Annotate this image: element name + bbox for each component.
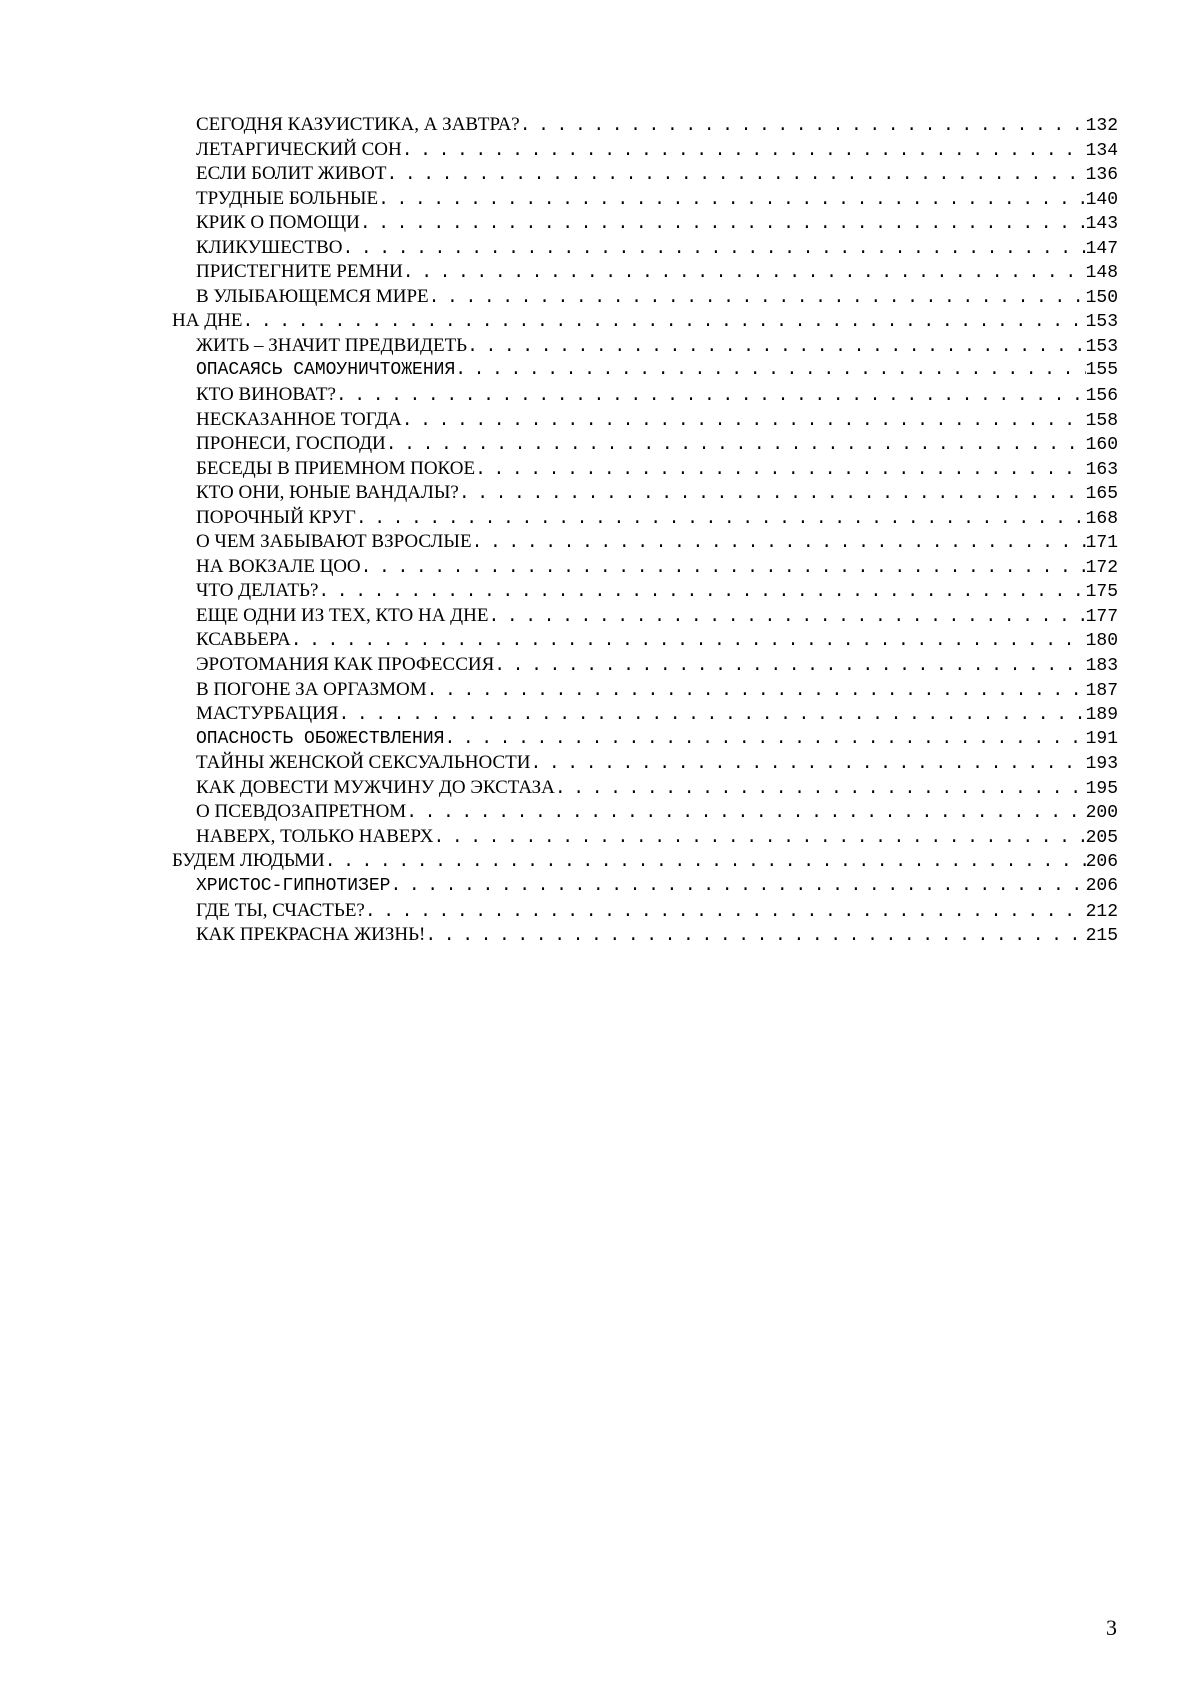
toc-section-entry: [172, 923, 1118, 948]
toc-section-entry: [172, 408, 1118, 433]
table-of-contents: [172, 113, 1118, 948]
toc-entry-page: 193: [1085, 754, 1118, 775]
toc-dot-leader: [494, 654, 1085, 679]
toc-entry-title: ПРОНЕСИ, ГОСПОДИ: [196, 433, 386, 455]
toc-entry-title: КТО ВИНОВАТ?: [196, 384, 336, 406]
toc-entry-title: О ПСЕВДОЗАПРЕТНОМ: [196, 801, 407, 823]
toc-entry-title: ОПАСНОСТЬ ОБОЖЕСТВЛЕНИЯ: [196, 728, 445, 749]
toc-entry-page: 189: [1085, 705, 1118, 726]
toc-section-entry: [172, 236, 1118, 261]
toc-entry-page: 140: [1085, 189, 1118, 210]
toc-entry-page: 206: [1085, 852, 1118, 873]
toc-entry-title: ЛЕТАРГИЧЕСКИЙ СОН: [196, 138, 402, 160]
toc-entry-page: 187: [1085, 680, 1118, 701]
toc-section-entry: [172, 776, 1118, 801]
toc-dot-leader: [291, 629, 1086, 654]
toc-entry-page: 143: [1085, 214, 1118, 235]
toc-dot-leader: [361, 556, 1086, 581]
toc-chapter-entry: [172, 849, 1118, 874]
toc-dot-leader: [390, 874, 1085, 899]
toc-section-entry: [172, 653, 1118, 678]
toc-section-entry: [172, 506, 1118, 531]
toc-dot-leader: [402, 139, 1086, 164]
toc-section-entry: [172, 678, 1118, 703]
toc-section-entry: [172, 579, 1118, 604]
toc-dot-leader: [356, 507, 1086, 532]
toc-entry-title: ЭРОТОМАНИЯ КАК ПРОФЕССИЯ: [196, 654, 495, 676]
toc-dot-leader: [406, 801, 1085, 826]
toc-entry-title: ЧТО ДЕЛАТЬ?: [196, 580, 319, 602]
toc-entry-title: КТО ОНИ, ЮНЫЕ ВАНДАЛЫ?: [196, 482, 459, 504]
toc-entry-title: ХРИСТОС-ГИПНОТИЗЕР: [196, 875, 391, 896]
toc-entry-page: 165: [1085, 484, 1118, 505]
toc-dot-leader: [242, 310, 1085, 335]
toc-entry-title: КАК ПРЕКРАСНА ЖИЗНЬ!: [196, 924, 426, 946]
toc-section-entry: [172, 800, 1118, 825]
toc-dot-leader: [386, 163, 1085, 188]
toc-section-entry: [172, 432, 1118, 457]
toc-entry-title: НАВЕРХ, ТОЛЬКО НАВЕРХ: [196, 825, 434, 847]
toc-dot-leader: [378, 188, 1086, 213]
toc-dot-leader: [429, 286, 1086, 311]
toc-dot-leader: [338, 703, 1085, 728]
toc-section-entry: [172, 702, 1118, 727]
toc-dot-leader: [520, 114, 1086, 139]
toc-entry-title: КСАВЬЕРА: [196, 629, 291, 651]
toc-dot-leader: [403, 261, 1086, 286]
toc-section-entry: [172, 113, 1118, 138]
toc-entry-title: НА ВОКЗАЛЕ ЦОО: [196, 555, 361, 577]
toc-chapter-entry: [172, 309, 1118, 334]
toc-entry-title: КАК ДОВЕСТИ МУЖЧИНУ ДО ЭКСТАЗА: [196, 776, 555, 798]
toc-dot-leader: [467, 335, 1086, 360]
toc-entry-page: 212: [1085, 901, 1118, 922]
toc-entry-title: ПОРОЧНЫЙ КРУГ: [196, 506, 356, 528]
toc-entry-title: ОПАСАЯСЬ САМОУНИЧТОЖЕНИЯ: [196, 360, 456, 381]
toc-entry-title: КРИК О ПОМОЩИ: [196, 212, 360, 234]
toc-entry-title: О ЧЕМ ЗАБЫВАЮТ ВЗРОСЛЫЕ: [196, 531, 472, 553]
toc-entry-page: 148: [1085, 263, 1118, 284]
toc-section-entry: [172, 211, 1118, 236]
toc-entry-page: 206: [1085, 875, 1118, 896]
toc-entry-page: 150: [1085, 287, 1118, 308]
toc-section-entry: [172, 358, 1118, 383]
toc-section-entry: [172, 825, 1118, 850]
toc-entry-page: 153: [1085, 312, 1118, 333]
toc-entry-page: 153: [1085, 336, 1118, 357]
toc-entry-page: 168: [1085, 508, 1118, 529]
toc-entry-page: 156: [1085, 386, 1118, 407]
toc-dot-leader: [360, 212, 1086, 237]
toc-entry-page: 180: [1085, 631, 1118, 652]
page-number: 3: [1106, 1615, 1117, 1640]
toc-entry-page: 195: [1085, 778, 1118, 799]
toc-entry-title: МАСТУРБАЦИЯ: [196, 703, 339, 725]
toc-section-entry: [172, 260, 1118, 285]
toc-section-entry: [172, 162, 1118, 187]
toc-section-entry: [172, 138, 1118, 163]
toc-entry-title: ПРИСТЕГНИТЕ РЕМНИ: [196, 261, 403, 283]
toc-dot-leader: [444, 727, 1085, 752]
toc-entry-page: 155: [1085, 360, 1118, 381]
toc-dot-leader: [488, 605, 1085, 630]
toc-entry-title: ЕСЛИ БОЛИТ ЖИВОТ: [196, 163, 387, 185]
toc-dot-leader: [455, 358, 1085, 383]
toc-entry-page: 177: [1085, 606, 1118, 627]
toc-entry-page: 134: [1085, 140, 1118, 161]
toc-entry-page: 160: [1085, 435, 1118, 456]
toc-dot-leader: [402, 409, 1086, 434]
toc-dot-leader: [555, 777, 1086, 802]
toc-entry-title: СЕГОДНЯ КАЗУИСТИКА, А ЗАВТРА?: [196, 114, 520, 135]
toc-entry-title: БУДЕМ ЛЮДЬМИ: [172, 850, 325, 872]
toc-dot-leader: [386, 433, 1086, 458]
toc-dot-leader: [318, 580, 1085, 605]
toc-entry-page: 172: [1085, 557, 1118, 578]
toc-section-entry: [172, 530, 1118, 555]
toc-entry-page: 205: [1085, 827, 1118, 848]
toc-entry-title: В ПОГОНЕ ЗА ОРГАЗМОМ: [196, 678, 427, 700]
toc-entry-title: БЕСЕДЫ В ПРИЕМНОМ ПОКОЕ: [196, 457, 476, 479]
toc-entry-title: НЕСКАЗАННОЕ ТОГДА: [196, 408, 402, 430]
toc-entry-title: ТРУДНЫЕ БОЛЬНЫЕ: [196, 187, 379, 209]
toc-dot-leader: [336, 384, 1086, 409]
toc-section-entry: [172, 628, 1118, 653]
toc-entry-page: 215: [1085, 926, 1118, 947]
toc-entry-page: 200: [1085, 803, 1118, 824]
toc-section-entry: [172, 457, 1118, 482]
toc-entry-page: 163: [1085, 459, 1118, 480]
toc-entry-title: ГДЕ ТЫ, СЧАСТЬЕ?: [196, 899, 365, 921]
toc-entry-page: 147: [1085, 238, 1118, 259]
toc-entry-title: В УЛЫБАЮЩЕМСЯ МИРЕ: [196, 285, 429, 307]
toc-entry-title: ТАЙНЫ ЖЕНСКОЙ СЕКСУАЛЬНОСТИ: [196, 752, 531, 774]
toc-dot-leader: [530, 752, 1085, 777]
toc-dot-leader: [433, 826, 1085, 851]
toc-section-entry: [172, 187, 1118, 212]
toc-entry-title: ЕЩЕ ОДНИ ИЗ ТЕХ, КТО НА ДНЕ: [196, 604, 489, 626]
toc-entry-page: 171: [1085, 533, 1118, 554]
toc-dot-leader: [325, 850, 1086, 875]
toc-entry-page: 183: [1085, 656, 1118, 677]
toc-entry-title: КЛИКУШЕСТВО: [196, 236, 343, 258]
toc-entry-title: ЖИТЬ – ЗНАЧИТ ПРЕДВИДЕТЬ: [196, 334, 468, 356]
toc-entry-page: 191: [1085, 728, 1118, 749]
toc-section-entry: [172, 555, 1118, 580]
toc-section-entry: [172, 383, 1118, 408]
toc-dot-leader: [365, 900, 1086, 925]
toc-entry-title: НА ДНЕ: [172, 310, 243, 332]
toc-section-entry: [172, 285, 1118, 310]
toc-section-entry: [172, 874, 1118, 899]
toc-section-entry: [172, 899, 1118, 924]
toc-section-entry: [172, 604, 1118, 629]
toc-entry-page: 158: [1085, 410, 1118, 431]
toc-dot-leader: [342, 237, 1085, 262]
toc-entry-page: 132: [1085, 116, 1118, 136]
toc-dot-leader: [472, 531, 1086, 556]
toc-section-entry: [172, 751, 1118, 776]
toc-dot-leader: [427, 679, 1086, 704]
toc-section-entry: [172, 334, 1118, 359]
toc-dot-leader: [459, 482, 1086, 507]
toc-dot-leader: [425, 924, 1085, 949]
toc-entry-page: 136: [1085, 165, 1118, 186]
toc-entry-page: 175: [1085, 582, 1118, 603]
toc-dot-leader: [475, 458, 1086, 483]
toc-section-entry: [172, 481, 1118, 506]
toc-section-entry: [172, 727, 1118, 752]
